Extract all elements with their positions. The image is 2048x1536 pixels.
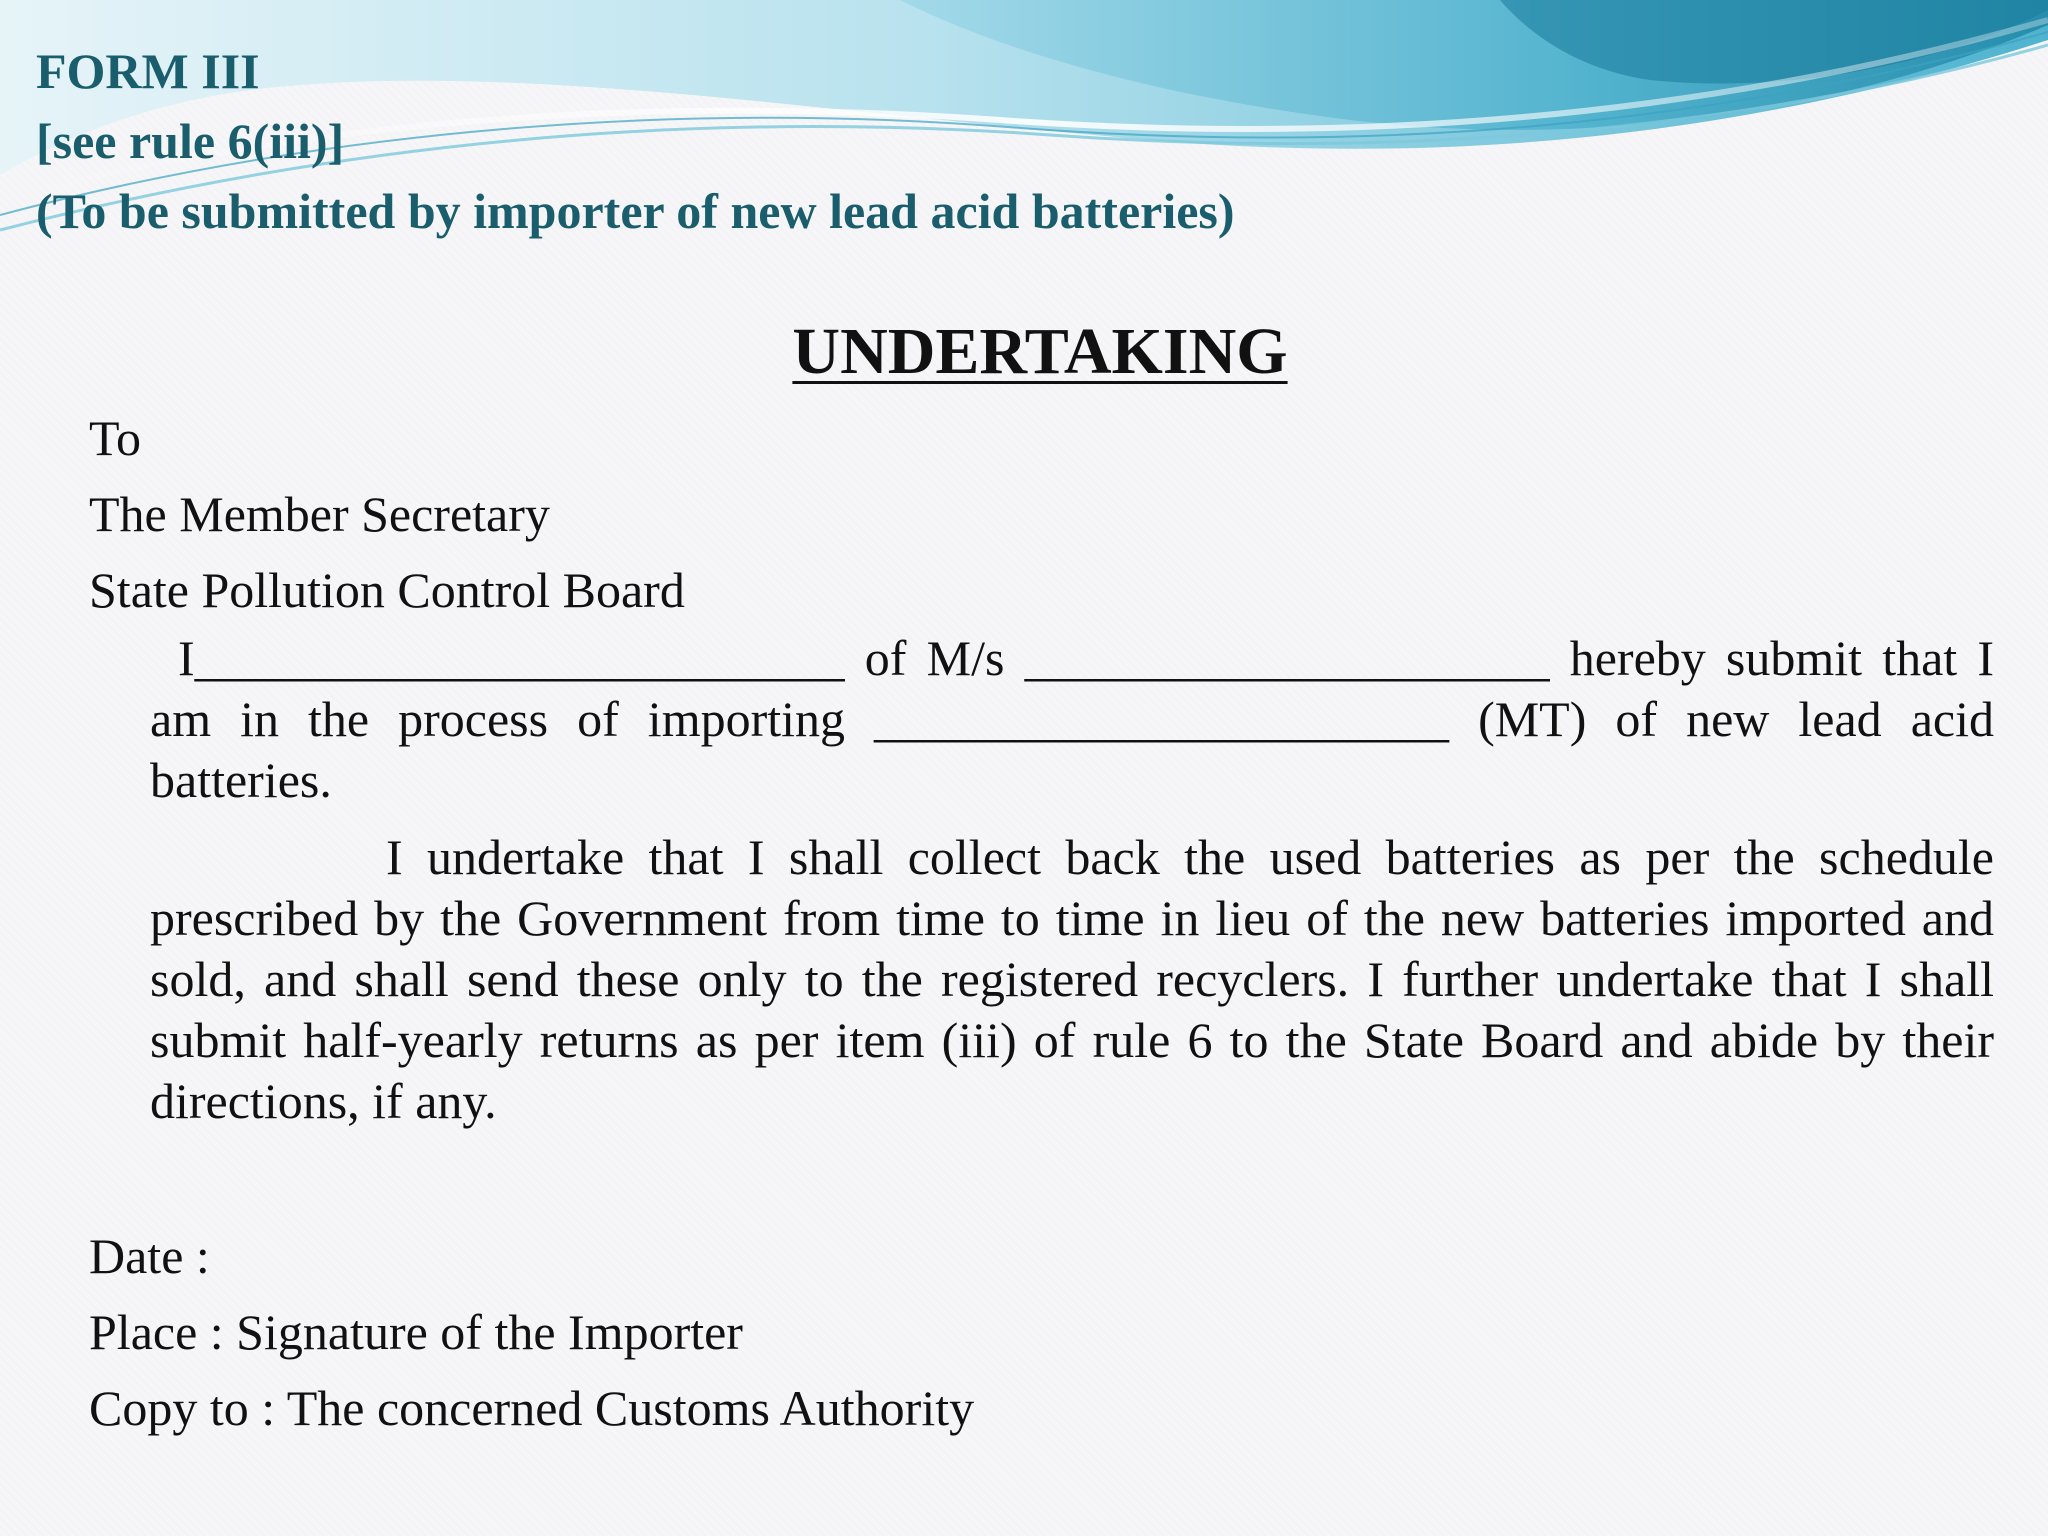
declaration-text-4: (MT) of new lead acid batteries.	[150, 691, 1994, 808]
addressee-to: To	[89, 410, 142, 466]
name-blank-field[interactable]: __________________________	[194, 630, 845, 686]
addressee-designation: The Member Secretary	[89, 486, 550, 542]
undertaking-body	[150, 628, 1994, 1132]
declaration-text-3: hereby submit that I am in the process of importing	[150, 630, 1994, 747]
addressee-organization: State Pollution Control Board	[89, 562, 685, 618]
addressee-block	[89, 400, 1289, 628]
quantity-blank-field[interactable]: _______________________	[874, 691, 1450, 747]
document-title: UNDERTAKING	[792, 315, 1288, 388]
form-number: FORM III	[36, 43, 260, 99]
submitter-note: (To be submitted by importer of new lead acid batteries)	[36, 183, 1235, 239]
declaration-text-1: I	[178, 630, 195, 686]
footer-block	[89, 1218, 1589, 1446]
rule-reference: [see rule 6(iii)]	[36, 113, 345, 169]
date-label: Date :	[89, 1228, 210, 1284]
place-signature-label: Place : Signature of the Importer	[89, 1304, 743, 1360]
company-blank-field[interactable]: _____________________	[1024, 630, 1550, 686]
form-header	[36, 36, 1936, 246]
copy-to-label: Copy to : The concerned Customs Authority	[89, 1380, 975, 1436]
collection-undertaking-paragraph: I undertake that I shall collect back the used batteries as per the schedule prescribed by the Government from time to time in lieu of the new batteries imported and sold, and shall send these only to the registered recyclers. I further undertake that I shall submit half-yearly returns as per item (iii) of rule 6 to the State Board and abide by their directions, if any.	[150, 829, 1994, 1129]
import-declaration-paragraph	[150, 628, 1994, 811]
declaration-text-2: of M/s	[844, 630, 1025, 686]
